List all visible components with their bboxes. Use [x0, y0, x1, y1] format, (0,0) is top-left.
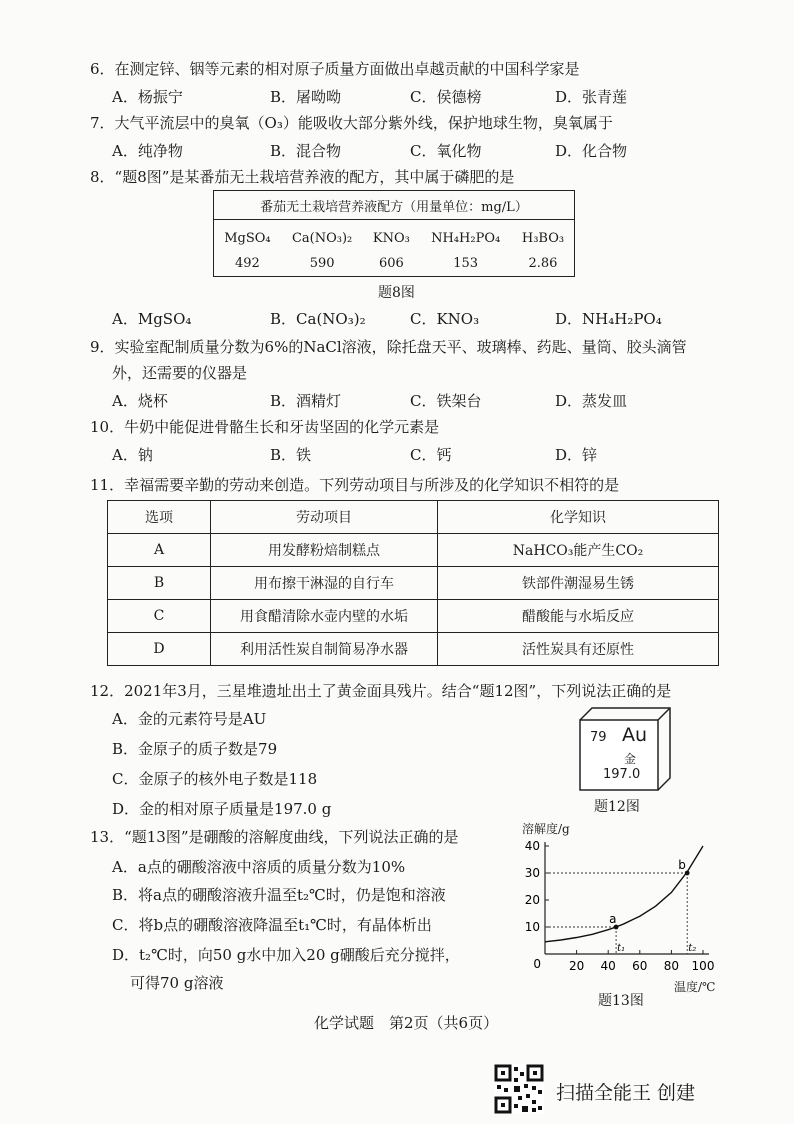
q13-option-a[interactable]: A．a点的硼酸溶液中溶质的质量分数为10%: [112, 858, 406, 876]
t-label-b: t₂: [688, 943, 697, 954]
q9-option-a[interactable]: A．烧杯: [112, 392, 168, 410]
y-tick-label: 10: [524, 920, 540, 934]
q11-row-knowledge: 铁部件潮湿易生锈: [438, 567, 719, 600]
q13-option-d-line2: 可得70 g溶液: [130, 974, 224, 992]
origin-label: 0: [533, 957, 541, 971]
q13-option-c[interactable]: C．将b点的硼酸溶液降温至t₁℃时，有晶体析出: [112, 916, 432, 934]
scanner-watermark: 扫描全能王 创建: [556, 1082, 696, 1104]
q8-value-cell: 2.86: [528, 255, 558, 271]
q8-option-c[interactable]: C．KNO₃: [410, 310, 480, 328]
q11-row-labor: 用布擦干淋湿的自行车: [211, 567, 438, 600]
q9-option-c[interactable]: C．铁架台: [410, 392, 482, 410]
q11-row-option: C: [108, 600, 211, 633]
table-row: [108, 600, 719, 633]
q8-table-title: 番茄无土栽培营养液配方（用量单位：mg/L）: [214, 191, 575, 220]
q11-row-labor: 用食醋清除水壶内壁的水垢: [211, 600, 438, 633]
y-tick-label: 30: [524, 866, 540, 880]
element-symbol: Au: [622, 724, 648, 746]
x-tick-label: 80: [663, 959, 680, 973]
q11-header-labor: 劳动项目: [211, 501, 438, 534]
q6-option-d[interactable]: D．张青莲: [555, 88, 628, 106]
q8-header-cell: Ca(NO₃)₂: [291, 230, 353, 246]
q11-row-option: A: [108, 534, 211, 567]
q12-option-d[interactable]: D．金的相对原子质量是197.0 g: [112, 800, 332, 818]
q11-row-labor: 用发酵粉焙制糕点: [211, 534, 438, 567]
q8-header-cell: MgSO₄: [224, 230, 271, 246]
q7-option-a[interactable]: A．纯净物: [112, 142, 183, 160]
q6-option-b[interactable]: B．屠呦呦: [270, 88, 342, 106]
x-tick-label: 20: [568, 959, 585, 973]
element-mass: 197.0: [603, 767, 641, 782]
x-tick-label: 60: [632, 959, 648, 973]
q12-stem: 12．2021年3月，三星堆遗址出土了黄金面具残片。结合“题12图”，下列说法正确的是: [90, 682, 672, 700]
q7-stem: 7．大气平流层中的臭氧（O₃）能吸收大部分紫外线，保护地球生物，臭氧属于: [90, 114, 613, 132]
chart-ylabel: 溶解度/g: [522, 822, 570, 836]
x-tick-label: 100: [691, 959, 715, 973]
q11-header-knowledge: 化学知识: [438, 501, 719, 534]
solubility-chart: [515, 832, 725, 982]
q8-value-cell: 590: [309, 255, 335, 271]
q10-option-a[interactable]: A．钠: [112, 446, 153, 464]
q10-option-b[interactable]: B．铁: [270, 446, 312, 464]
q11-row-option: B: [108, 567, 211, 600]
q8-option-d[interactable]: D．NH₄H₂PO₄: [555, 310, 662, 328]
q11-stem: 11．幸福需要辛勤的劳动来创造。下列劳动项目与所涉及的化学知识不相符的是: [90, 476, 620, 494]
t-label-a: t₁: [617, 943, 626, 954]
q11-row-option: D: [108, 633, 211, 666]
q11-row-knowledge: NaHCO₃能产生CO₂: [438, 534, 719, 567]
q13-stem: 13．“题13图”是硼酸的溶解度曲线，下列说法正确的是: [90, 828, 459, 846]
point-label-b: b: [678, 858, 686, 872]
table-row: [108, 633, 719, 666]
q11-header-option: 选项: [108, 501, 211, 534]
q7-option-c[interactable]: C．氧化物: [410, 142, 482, 160]
q8-value-cell: 153: [453, 255, 479, 271]
page-footer: 化学试题 第2页（共6页）: [314, 1014, 499, 1032]
x-tick-label: 40: [600, 959, 616, 973]
q11-row-labor: 利用活性炭自制简易净水器: [211, 633, 438, 666]
q8-value-cell: 492: [234, 255, 260, 271]
q12-option-b[interactable]: B．金原子的质子数是79: [112, 740, 278, 758]
q12-option-c[interactable]: C．金原子的核外电子数是118: [112, 770, 318, 788]
q10-option-d[interactable]: D．锌: [555, 446, 598, 464]
q8-header-cell: KNO₃: [372, 230, 410, 246]
q8-caption: 题8图: [378, 285, 415, 301]
q7-option-d[interactable]: D．化合物: [555, 142, 628, 160]
table-row: [108, 534, 719, 567]
q9-option-d[interactable]: D．蒸发皿: [555, 392, 628, 410]
q8-option-b[interactable]: B．Ca(NO₃)₂: [270, 310, 366, 328]
q8-option-a[interactable]: A．MgSO₄: [112, 310, 192, 328]
q10-stem: 10．牛奶中能促进骨骼生长和牙齿坚固的化学元素是: [90, 418, 440, 436]
q9-stem-line1: 9．实验室配制质量分数为6%的NaCl溶液，除托盘天平、玻璃棒、药匙、量筒、胶头滴管: [90, 338, 687, 356]
table-row: [108, 567, 719, 600]
y-tick-label: 40: [524, 839, 540, 853]
q12-option-a[interactable]: A．金的元素符号是AU: [112, 710, 267, 728]
chart-xlabel: 温度/℃: [674, 980, 716, 994]
q8-header-cell: NH₄H₂PO₄: [431, 230, 501, 246]
q10-option-c[interactable]: C．钙: [410, 446, 452, 464]
q13-option-b[interactable]: B．将a点的硼酸溶液升温至t₂℃时，仍是饱和溶液: [112, 886, 446, 904]
q7-option-b[interactable]: B．混合物: [270, 142, 342, 160]
q11-table: [107, 500, 719, 666]
q6-stem: 6．在测定锌、铟等元素的相对原子质量方面做出卓越贡献的中国科学家是: [90, 60, 580, 78]
q8-value-cell: 606: [378, 255, 404, 271]
q6-option-a[interactable]: A．杨振宁: [112, 88, 183, 106]
q8-header-cell: H₃BO₃: [521, 230, 565, 246]
q6-option-c[interactable]: C．侯德榜: [410, 88, 482, 106]
q13-caption: 题13图: [598, 993, 644, 1009]
qr-code-icon: [494, 1064, 544, 1114]
q11-row-knowledge: 醋酸能与水垢反应: [438, 600, 719, 633]
element-name: 金: [624, 752, 637, 766]
q9-stem-line2: 外，还需要的仪器是: [112, 364, 248, 382]
q8-formula-table: [213, 190, 575, 277]
q12-caption: 题12图: [594, 799, 640, 815]
q8-stem: 8．“题8图”是某番茄无土栽培营养液的配方，其中属于磷肥的是: [90, 168, 515, 186]
q13-option-d[interactable]: D．t₂℃时，向50 g水中加入20 g硼酸后充分搅拌，: [112, 946, 460, 964]
q9-option-b[interactable]: B．酒精灯: [270, 392, 342, 410]
y-tick-label: 20: [524, 893, 540, 907]
q11-row-knowledge: 活性炭具有还原性: [438, 633, 719, 666]
point-label-a: a: [609, 912, 617, 926]
element-atomic-number: 79: [590, 730, 607, 745]
